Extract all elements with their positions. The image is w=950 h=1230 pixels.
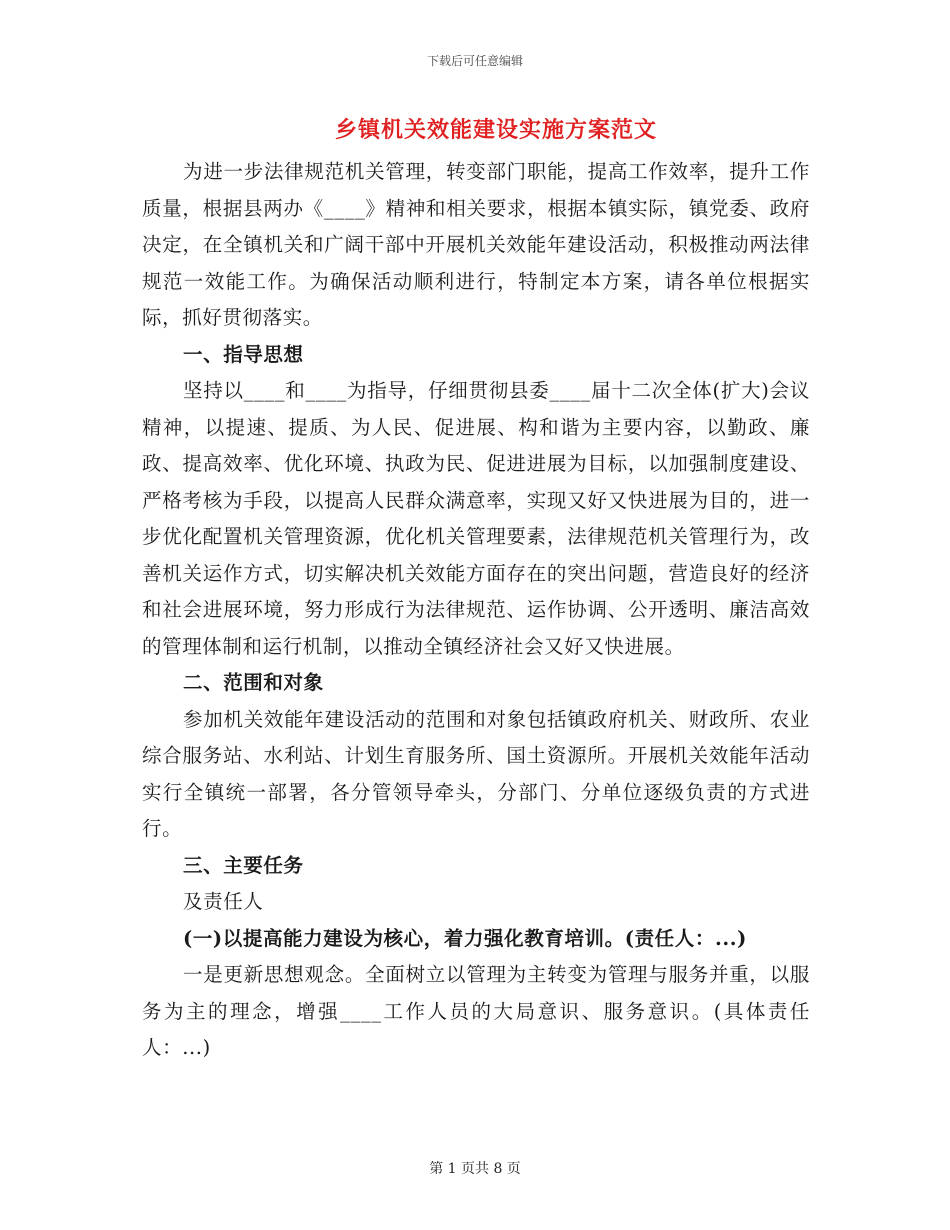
update-thinking-paragraph: 一是更新思想观念。全面树立以管理为主转变为管理与服务并重，以服务为主的理念，增强____工作人员的大局意识、服务意识。(具体责任人：...): [142, 963, 810, 1059]
document-body: [142, 112, 810, 1067]
document-title: 乡镇机关效能建设实施方案范文: [334, 117, 657, 143]
responsible-person-line: 及责任人: [183, 890, 264, 913]
page-header: 下载后可任意编辑: [426, 54, 523, 68]
page-footer: 第 1 页共 8 页: [429, 1161, 521, 1177]
section-heading-main-tasks: 三、主要任务: [183, 853, 304, 877]
section-heading-scope: 二、范围和对象: [183, 671, 324, 694]
intro-paragraph: 为进一步法律规范机关管理，转变部门职能，提高工作效率，提升工作质量，根据县两办《____》精神和相关要求，根据本镇实际，镇党委、政府决定，在全镇机关和广阔干部中开展机关效能年建设活动，积极推动两法律规范一效能工作。为确保活动顺利进行，特制定本方案，请各单位根据实际，抓好贯彻落实。: [142, 160, 810, 329]
scope-paragraph: 参加机关效能年建设活动的范围和对象包括镇政府机关、财政所、农业综合服务站、水利站、计划生育服务所、国土资源所。开展机关效能年活动实行全镇统一部署，各分管领导牵头，分部门、分单位逐级负责的方式进行。: [142, 707, 810, 840]
subsection-heading-capacity-building: (一)以提高能力建设为核心，着力强化教育培训。(责任人：...): [183, 926, 747, 950]
section-heading-guiding-ideology: 一、指导思想: [183, 342, 304, 366]
guiding-ideology-paragraph: 坚持以____和____为指导，仔细贯彻县委____届十二次全体(扩大)会议精神，以提速、提质、为人民、促进展、构和谐为主要内容，以勤政、廉政、提高效率、优化环境、执政为民、促进进展为目标，以加强制度建设、严格考核为手段，以提高人民群众满意率，实现又好又快进展为目的，进一步优化配置机关管理资源，优化机关管理要素，法律规范机关管理行为，改善机关运作方式，切实解决机关效能方面存在的突出问题，营造良好的经济和社会进展环境，努力形成行为法律规范、运作协调、公开透明、廉洁高效的管理体制和运行机制，以推动全镇经济社会又好又快进展。: [142, 379, 810, 658]
